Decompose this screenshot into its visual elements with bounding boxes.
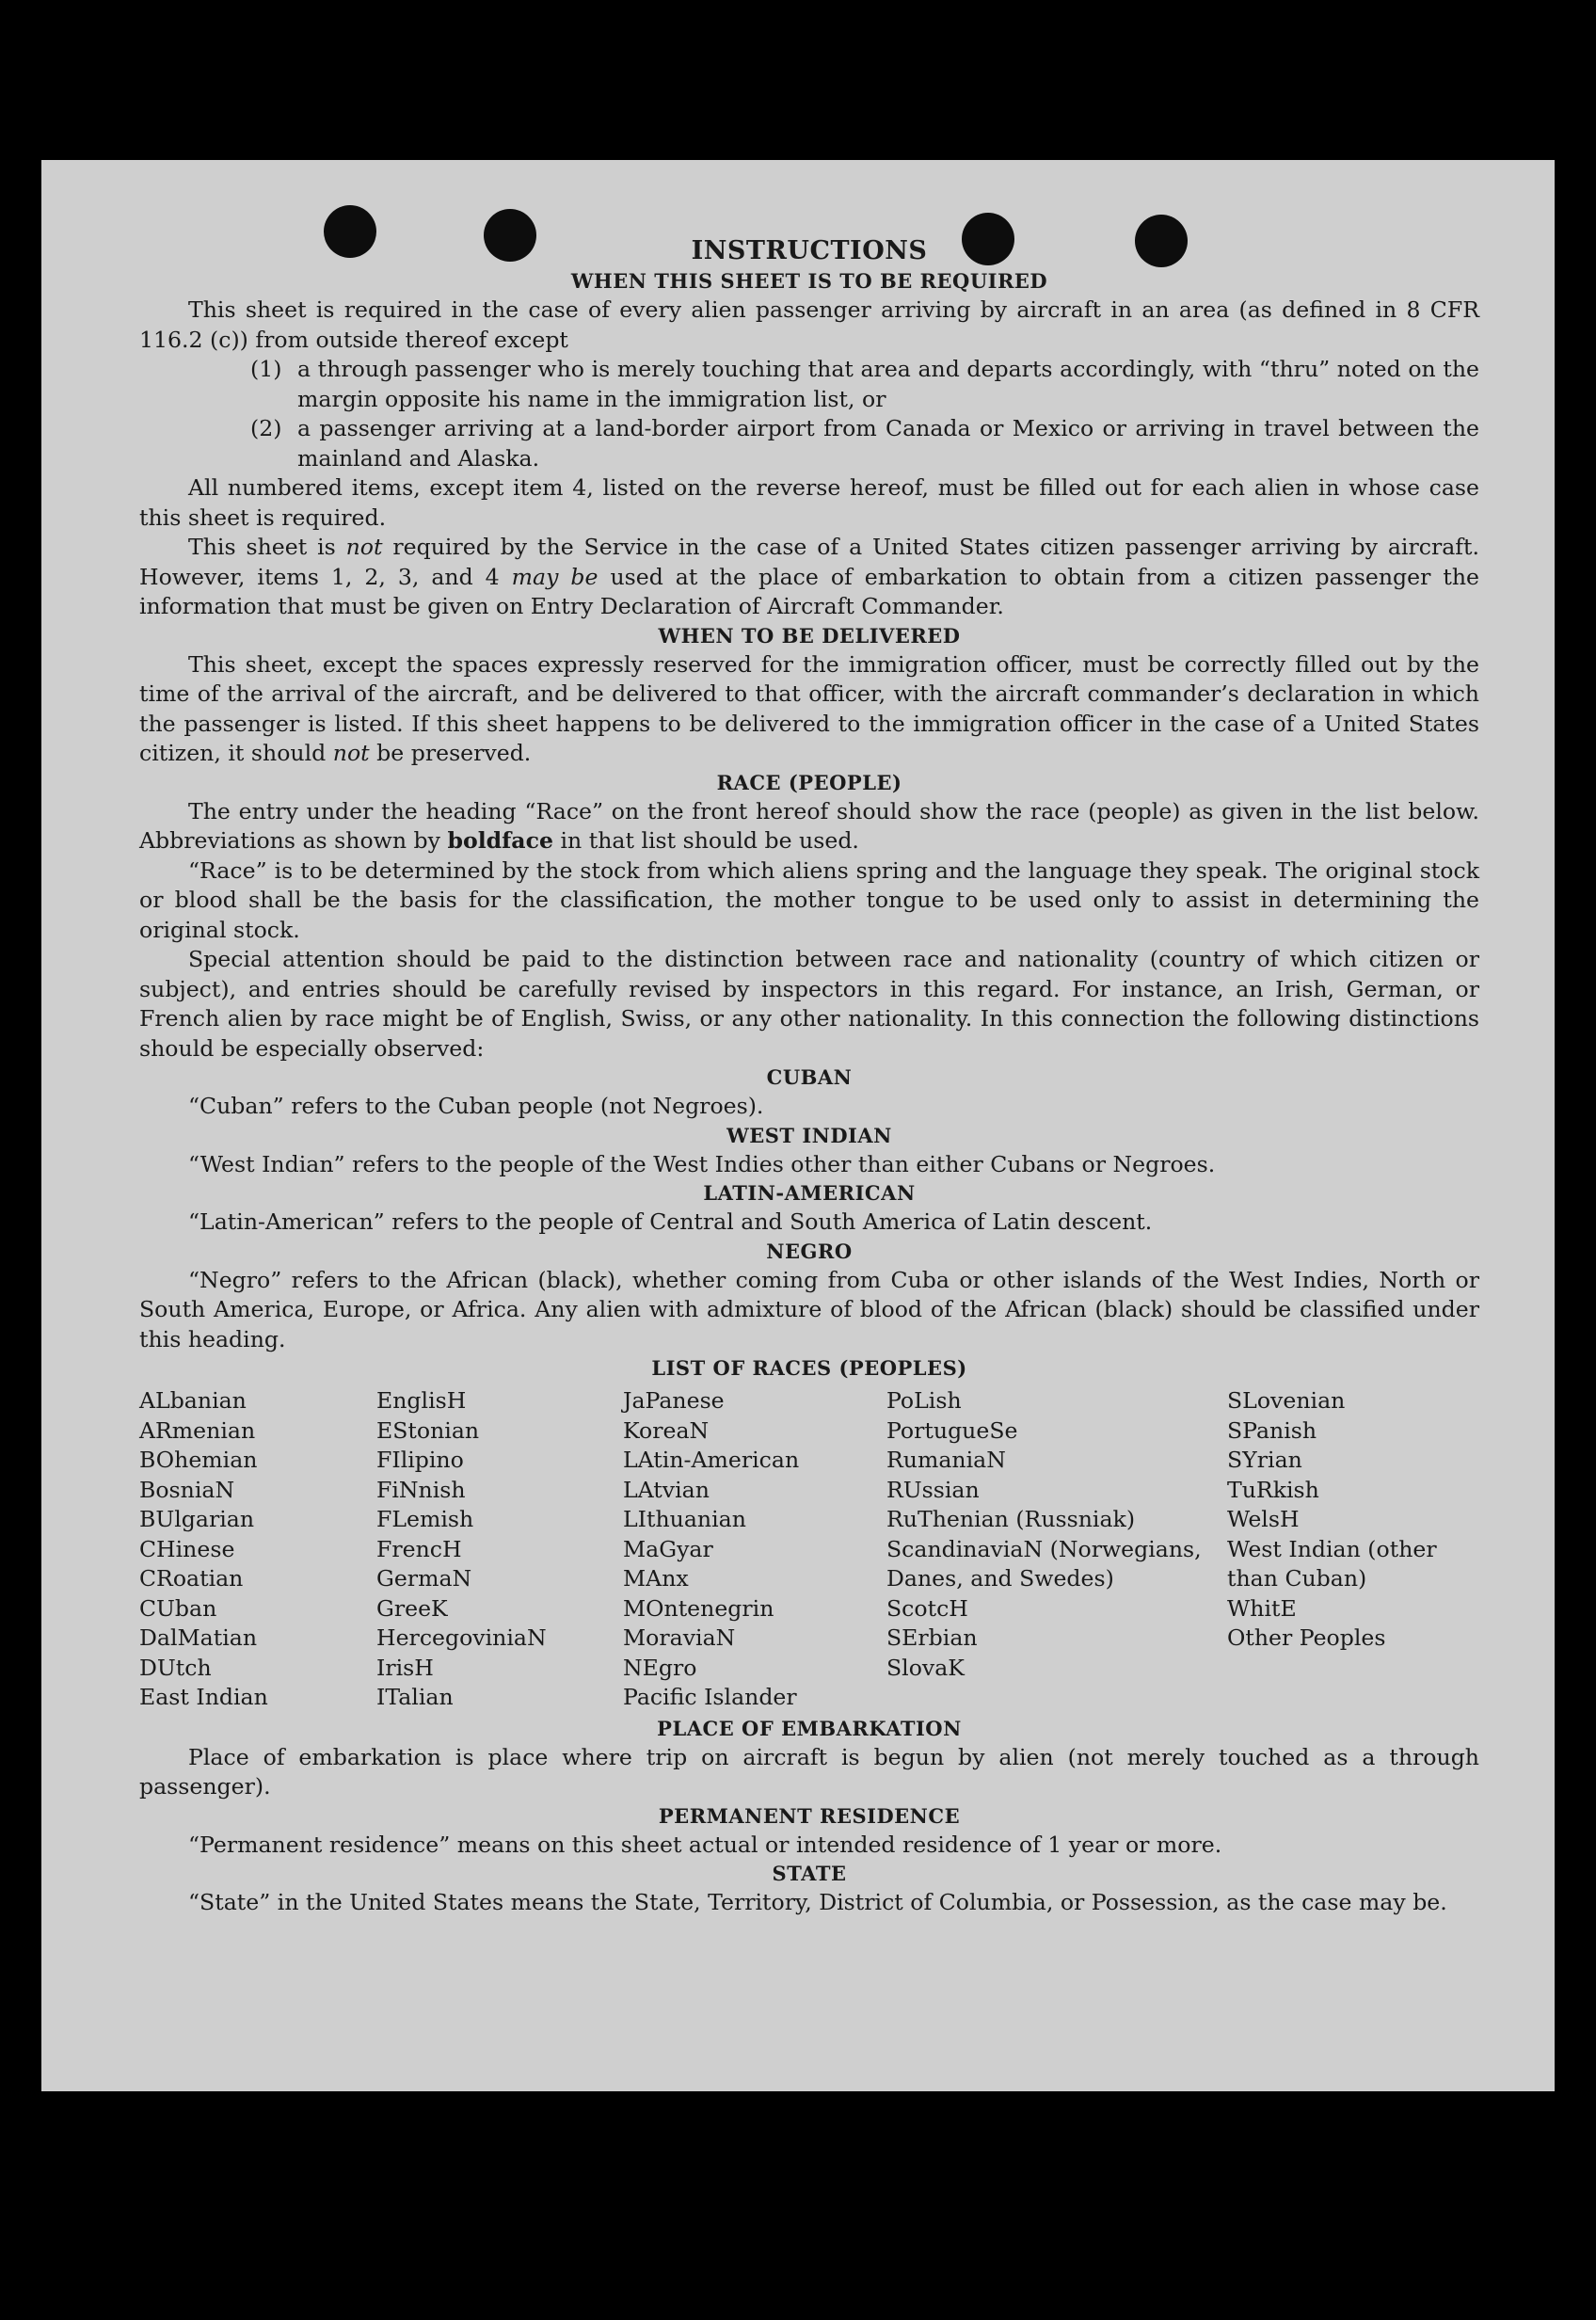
list-item: CRoatian (139, 1565, 244, 1592)
exception-item (139, 355, 1479, 414)
list-item: SPanish (1227, 1416, 1317, 1444)
section-title-cuban: CUBAN (766, 1065, 853, 1089)
list-item: PortugueSe (886, 1416, 1018, 1444)
list-item: CHinese (139, 1535, 235, 1562)
list-item: GreeK (376, 1594, 448, 1622)
when-required-intro: This sheet is required in the case of every alien passenger arriving by aircraft in an area (as defined in 8 CFR 116.2 (c)) from outside thereof except (139, 296, 1479, 353)
section-title-when-delivered: WHEN TO BE DELIVERED (658, 623, 961, 648)
page-title: INSTRUCTIONS (691, 236, 928, 265)
list-item: TuRkish (1227, 1476, 1319, 1503)
list-item: NEgro (623, 1654, 697, 1681)
list-item: Pacific Islander (623, 1684, 797, 1710)
list-item: East Indian (139, 1684, 268, 1710)
instructions-content (139, 235, 1479, 1918)
list-item: BUlgarian (139, 1506, 255, 1532)
item-text: a passenger arriving at a land-border airport from Canada or Mexico or arriving in travel between the mainland and Alaska. (297, 415, 1479, 472)
race-column (139, 1386, 376, 1713)
latin-american-definition: “Latin-American” refers to the people of Central and South America of Latin descent. (188, 1208, 1153, 1235)
section-title-embarkation: PLACE OF EMBARKATION (657, 1716, 962, 1740)
list-item: BOhemian (139, 1447, 258, 1473)
list-item: LAtin-American (623, 1447, 800, 1473)
negro-definition: “Negro” refers to the African (black), whether coming from Cuba or other islands of the West Indies, North or South America, Europe, or Africa. Any alien with admixture of blood of the African (black) should be classified under this heading. (139, 1266, 1479, 1352)
list-item: ALbanian (139, 1387, 247, 1414)
race-column (623, 1386, 886, 1713)
list-item: IrisH (376, 1654, 434, 1681)
section-title-latin-american: LATIN-AMERICAN (703, 1181, 916, 1205)
race-column (886, 1386, 1227, 1713)
list-item: West Indian (other than Cuban) (1227, 1535, 1437, 1592)
when-delivered-paragraph: This sheet, except the spaces expressly reserved for the immigration officer, must be correctly filled out by the time of the arrival of the aircraft, and be delivered to that officer, with the aircraft commander’s declaration in which the passenger is listed. If this sheet happens to be delivered to the immigration officer in the case of a United States citizen, it should not be preserved. (139, 650, 1479, 766)
section-title-west-indian: WEST INDIAN (726, 1123, 892, 1147)
list-item: FiNnish (376, 1476, 466, 1503)
list-item: LIthuanian (623, 1506, 746, 1532)
race-column (1227, 1386, 1479, 1713)
race-column (376, 1386, 623, 1713)
list-item: FrencH (376, 1535, 462, 1562)
list-item: FIlipino (376, 1447, 464, 1473)
list-item: MaGyar (623, 1535, 713, 1562)
section-title-race: RACE (PEOPLE) (716, 770, 902, 794)
list-item: EnglisH (376, 1387, 467, 1414)
section-title-state: STATE (772, 1862, 847, 1885)
list-item: ITalian (376, 1684, 454, 1710)
west-indian-definition: “West Indian” refers to the people of the West Indies other than either Cubans or Negroes. (188, 1150, 1216, 1177)
residence-definition: “Permanent residence” means on this sheet actual or intended residence of 1 year or more. (188, 1831, 1222, 1858)
race-paragraph: “Race” is to be determined by the stock from which aliens spring and the language they speak. The original stock or blood shall be the basis for the classification, the mother tongue to be used only to assist in determining the original stock. (139, 856, 1479, 943)
list-item: WhitE (1227, 1594, 1297, 1622)
section-title-race-list: LIST OF RACES (PEOPLES) (651, 1356, 967, 1380)
section-title-when-required: WHEN THIS SHEET IS TO BE REQUIRED (570, 269, 1048, 293)
item-text: a through passenger who is merely touching that area and departs accordingly, with “thru” noted on the margin opposite his name in the immigration list, or (297, 356, 1479, 412)
list-item: ARmenian (139, 1416, 256, 1444)
race-paragraph: Special attention should be paid to the distinction between race and nationality (country of which citizen or subject), and entries should be carefully revised by inspectors in this regard. For instance, an Irish, German, or French alien by race might be of English, Swiss, or any other nationality. In this connection the following distinctions should be especially observed: (139, 946, 1479, 1062)
exception-item (139, 414, 1479, 473)
list-item: HercegoviniaN (376, 1624, 547, 1651)
list-item: SYrian (1227, 1447, 1302, 1473)
list-item: RumaniaN (886, 1447, 1006, 1473)
list-item: SErbian (886, 1624, 978, 1651)
list-item: ScandinaviaN (Norwegians, Danes, and Swedes) (886, 1535, 1202, 1592)
list-item: DalMatian (139, 1624, 258, 1651)
list-item: BosniaN (139, 1476, 235, 1503)
list-item: RuThenian (Russniak) (886, 1506, 1136, 1532)
list-item: PoLish (886, 1387, 962, 1414)
citizen-paragraph: This sheet is not required by the Service in the case of a United States citizen passenger arriving by aircraft. However, items 1, 2, 3, and 4 may be used at the place of embarkation to obtain from a citizen passenger the information that must be given on Entry Declaration of Aircraft Commander. (139, 534, 1480, 619)
list-item: MAnx (623, 1565, 689, 1592)
embarkation-definition: Place of embarkation is place where trip on aircraft is begun by alien (not merely touched as a through passenger). (139, 1743, 1479, 1800)
section-title-negro: NEGRO (766, 1239, 853, 1263)
list-item: SlovaK (886, 1654, 965, 1681)
item-number: (2) (250, 415, 282, 441)
list-item: ScotcH (886, 1594, 968, 1622)
document-sheet (41, 160, 1555, 2091)
list-item: Other Peoples (1227, 1624, 1386, 1651)
list-item: DUtch (139, 1654, 212, 1681)
state-definition: “State” in the United States means the State, Territory, District of Columbia, or Possession, as the case may be. (188, 1889, 1447, 1915)
list-item: LAtvian (623, 1476, 710, 1503)
list-item: GermaN (376, 1565, 472, 1592)
race-list (139, 1386, 1479, 1713)
list-item: KoreaN (623, 1416, 710, 1444)
list-item: RUssian (886, 1476, 980, 1503)
list-item: SLovenian (1227, 1387, 1346, 1414)
race-paragraph: The entry under the heading “Race” on the front hereof should show the race (people) as given in the list below. Abbreviations as shown by boldface in that list should be used. (139, 797, 1479, 854)
item-number: (1) (250, 356, 282, 382)
numbered-items-paragraph: All numbered items, except item 4, listed on the reverse hereof, must be filled out for each alien in whose case this sheet is required. (139, 474, 1479, 531)
list-item: WelsH (1227, 1506, 1300, 1532)
section-title-residence: PERMANENT RESIDENCE (658, 1803, 961, 1828)
list-item: CUban (139, 1594, 217, 1622)
list-item: FLemish (376, 1506, 474, 1532)
cuban-definition: “Cuban” refers to the Cuban people (not Negroes). (188, 1093, 764, 1119)
list-item: EStonian (376, 1416, 480, 1444)
list-item: JaPanese (623, 1387, 725, 1414)
list-item: MOntenegrin (623, 1594, 774, 1622)
list-item: MoraviaN (623, 1624, 736, 1651)
